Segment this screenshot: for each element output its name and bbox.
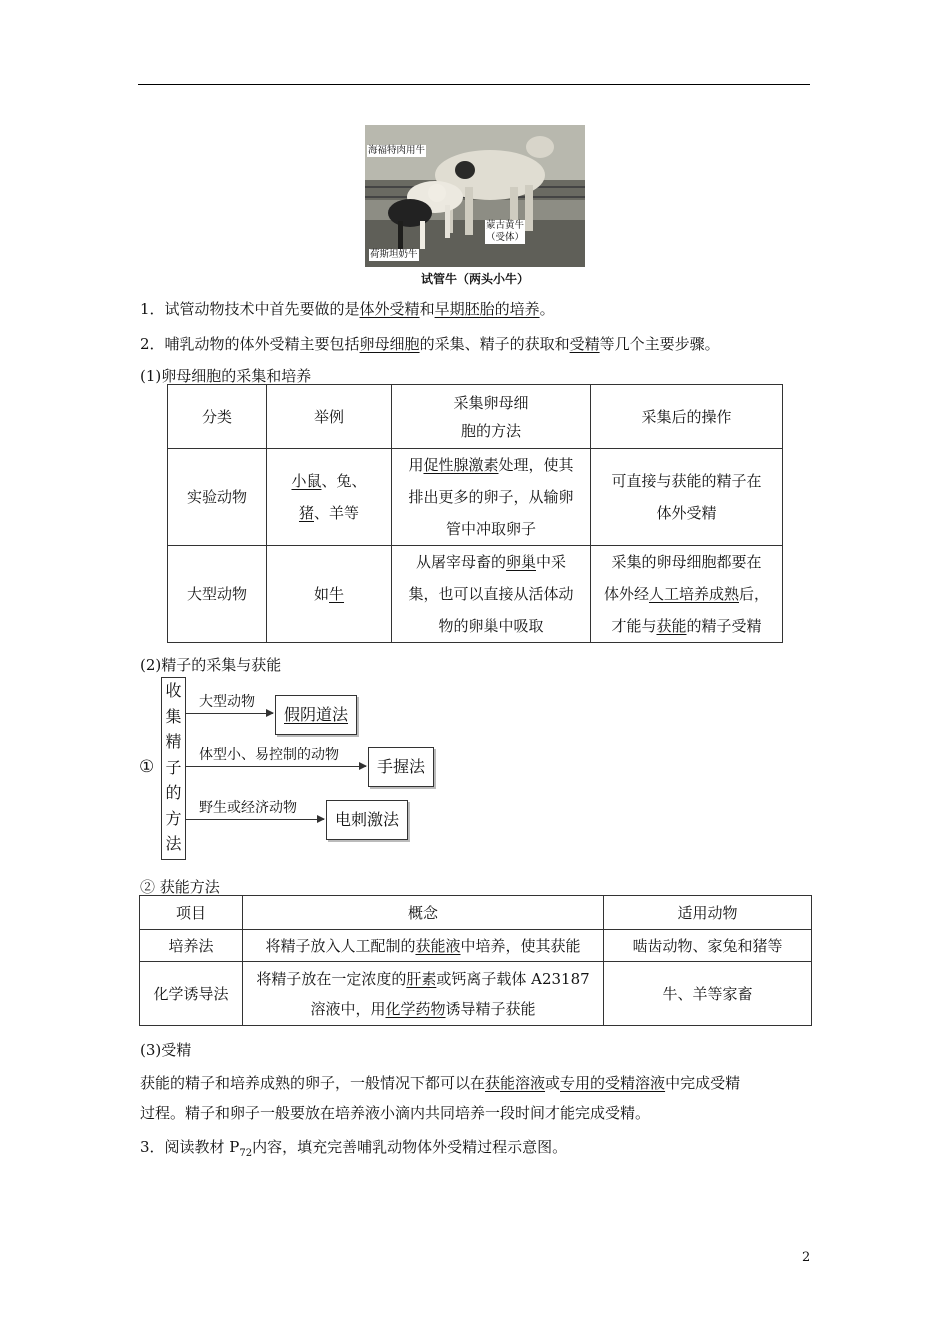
row1-example-text-1: 、兔、 <box>321 472 367 490</box>
t2-row1-text-1: 将精子放入人工配制的 <box>265 936 416 955</box>
table-header-row <box>168 385 783 449</box>
row2-method-line2: 集，也可以直接从活体动 <box>408 585 574 603</box>
row1-method-line3: 管中冲取卵子 <box>445 520 536 538</box>
row2-method-text-2: 中采 <box>536 553 567 571</box>
p2-blank-2: 受精 <box>569 335 600 353</box>
section-1-heading: (1)卵母细胞的采集和培养 <box>140 367 312 385</box>
section-2b-heading: ② 获能方法 <box>140 878 220 896</box>
section-3-heading: (3)受精 <box>140 1041 192 1059</box>
method-electro-stimulation: 电刺激法 <box>335 810 400 829</box>
p1-blank-2: 早期胚胎的培养 <box>434 300 540 318</box>
row1-method-blank: 促性腺激素 <box>423 456 499 474</box>
t2-row1-animals: 啮齿动物、家兔和猪等 <box>604 930 812 962</box>
branch-label-small: 体型小、易控制的动物 <box>199 747 339 763</box>
table-header-row <box>140 896 812 930</box>
row2-operation-blank-1: 人工培养成熟 <box>648 585 739 603</box>
branch-arrow-wild <box>185 819 324 820</box>
header-method-line1: 采集卵母细 <box>453 393 529 412</box>
photo-caption: 试管牛（两头小牛） <box>420 272 529 286</box>
table-row <box>140 962 812 1026</box>
oocyte-table <box>167 384 783 643</box>
p2-text: 2．哺乳动物的体外受精主要包括 <box>140 335 360 353</box>
vertical-char: 的 <box>165 783 182 802</box>
vertical-char: 方 <box>165 808 182 828</box>
branch-arrow-large <box>185 713 273 714</box>
p1-text: 1．试管动物技术中首先要做的是 <box>140 300 360 318</box>
method-artificial-vagina: 假阴道法 <box>284 705 349 724</box>
t2-row1-blank: 获能液 <box>415 936 461 955</box>
section-3-paragraph-line2: 过程。精子和卵子一般要放在培养液小滴内共同培养一段时间才能完成受精。 <box>140 1104 651 1122</box>
method-box-electro <box>326 800 408 840</box>
s3-blank-2: 专用的受精溶液 <box>560 1074 666 1092</box>
page-number: 2 <box>802 1250 811 1265</box>
header-rule <box>138 84 810 85</box>
header-method <box>392 385 591 449</box>
section-3-paragraph-line1 <box>140 1072 740 1093</box>
t2-row2-animals: 牛、羊等家畜 <box>604 962 812 1026</box>
t2-row1-text-2: 中培养，使其获能 <box>460 936 581 955</box>
row1-example-text-2: 、羊等 <box>314 504 360 522</box>
method-box-artificial-vagina <box>275 695 357 735</box>
vertical-char: 子 <box>165 757 182 777</box>
t2-row1-concept <box>243 930 604 962</box>
row2-operation-text-2: 后， <box>739 585 770 603</box>
section-2-heading: (2)精子的采集与获能 <box>140 656 282 674</box>
label-mongolian-line1: 蒙古黄牛 <box>486 220 525 231</box>
table-row <box>168 449 783 546</box>
s3-text-3: 中完成受精 <box>665 1074 741 1092</box>
s3-blank-1: 获能溶液 <box>485 1074 546 1092</box>
row1-example-blank-2: 猪 <box>298 504 314 522</box>
row2-example <box>267 546 392 643</box>
row2-operation-blank-2: 获能 <box>656 617 687 635</box>
p2-text-3: 等几个主要步骤。 <box>599 335 720 353</box>
branch-label-wild: 野生或经济动物 <box>199 800 297 816</box>
vertical-char: 精 <box>165 732 182 751</box>
method-box-hand-grip <box>368 747 434 787</box>
p2-blank-1: 卵母细胞 <box>359 335 420 353</box>
vertical-char: 收 <box>165 681 182 700</box>
table-row <box>168 546 783 643</box>
diagram-marker: ① <box>139 757 155 777</box>
p1-blank-1: 体外受精 <box>359 300 420 318</box>
p3-page-sub: 72 <box>239 1148 253 1159</box>
row1-category: 实验动物 <box>168 449 267 546</box>
row2-method-blank: 卵巢 <box>505 553 536 571</box>
row2-operation-text-3: 才能与 <box>611 617 657 635</box>
label-hereford: 海福特肉用牛 <box>368 145 426 156</box>
row1-operation-line2: 体外受精 <box>656 504 717 522</box>
row1-operation-line1: 可直接与获能的精子在 <box>611 472 762 490</box>
branch-label-large: 大型动物 <box>199 694 255 710</box>
paragraph-1 <box>140 298 555 319</box>
s3-text-1: 获能的精子和培养成熟的卵子，一般情况下都可以在 <box>140 1074 486 1092</box>
capacitation-table <box>139 895 812 1026</box>
label-mongolian-line2: （受体） <box>486 232 525 243</box>
t2-row1-item: 培养法 <box>140 930 243 962</box>
t2-header-item: 项目 <box>140 896 243 930</box>
paragraph-3 <box>140 1136 567 1159</box>
t2-row2-item: 化学诱导法 <box>140 962 243 1026</box>
row2-method-text-1: 从屠宰母畜的 <box>415 553 506 571</box>
row1-method <box>392 449 591 546</box>
row2-example-blank: 牛 <box>329 585 345 603</box>
row2-example-text: 如 <box>313 585 329 603</box>
method-hand-grip: 手握法 <box>377 757 426 776</box>
label-mongolian <box>485 220 525 244</box>
row2-method-line3: 物的卵巢中吸取 <box>438 617 544 635</box>
header-example: 举例 <box>267 385 392 449</box>
row1-example <box>267 449 392 546</box>
t2-row2-blank-1: 肝素 <box>406 969 437 988</box>
p3-text-2: 内容，填充完善哺乳动物体外受精过程示意图。 <box>252 1138 568 1156</box>
p3-text-1: 3．阅读教材 P <box>140 1138 240 1156</box>
header-category: 分类 <box>168 385 267 449</box>
cattle-photo <box>365 125 585 267</box>
row2-method <box>392 546 591 643</box>
s3-text-2: 或 <box>545 1074 561 1092</box>
t2-header-animals: 适用动物 <box>604 896 812 930</box>
row1-method-line2: 排出更多的卵子，从输卵 <box>408 488 574 506</box>
paragraph-2 <box>140 333 720 354</box>
t2-header-concept: 概念 <box>243 896 604 930</box>
t2-row2-text-1: 将精子放在一定浓度的 <box>256 969 407 988</box>
row2-category: 大型动物 <box>168 546 267 643</box>
vertical-char: 集 <box>165 706 182 726</box>
t2-row2-text-4: 诱导精子获能 <box>445 999 536 1018</box>
row2-operation-line1: 采集的卵母细胞都要在 <box>611 553 762 571</box>
p2-text-2: 的采集、精子的获取和 <box>419 335 570 353</box>
t2-row2-blank-2: 化学药物 <box>385 999 446 1018</box>
table-row <box>140 930 812 962</box>
label-holstein: 荷斯坦奶牛 <box>370 249 418 260</box>
vertical-char: 法 <box>165 834 182 853</box>
collection-methods-box <box>161 677 186 860</box>
row1-method-text-2: 处理，使其 <box>498 456 574 474</box>
row2-operation-text-4: 的精子受精 <box>686 617 762 635</box>
row1-operation <box>591 449 783 546</box>
row1-example-blank-1: 小鼠 <box>291 472 322 490</box>
branch-arrow-small <box>185 766 366 767</box>
header-method-line2: 胞的方法 <box>460 421 521 440</box>
p1-text-3: 。 <box>539 300 555 318</box>
row2-operation-text-1: 体外经 <box>603 585 649 603</box>
t2-row2-text-3: 溶液中，用 <box>310 999 386 1018</box>
row2-operation <box>591 546 783 643</box>
t2-row2-text-2: 或钙离子载体 A23187 <box>436 969 590 988</box>
header-operation: 采集后的操作 <box>591 385 783 449</box>
row1-method-text-1: 用 <box>408 456 424 474</box>
t2-row2-concept <box>243 962 604 1026</box>
p1-text-2: 和 <box>419 300 435 318</box>
